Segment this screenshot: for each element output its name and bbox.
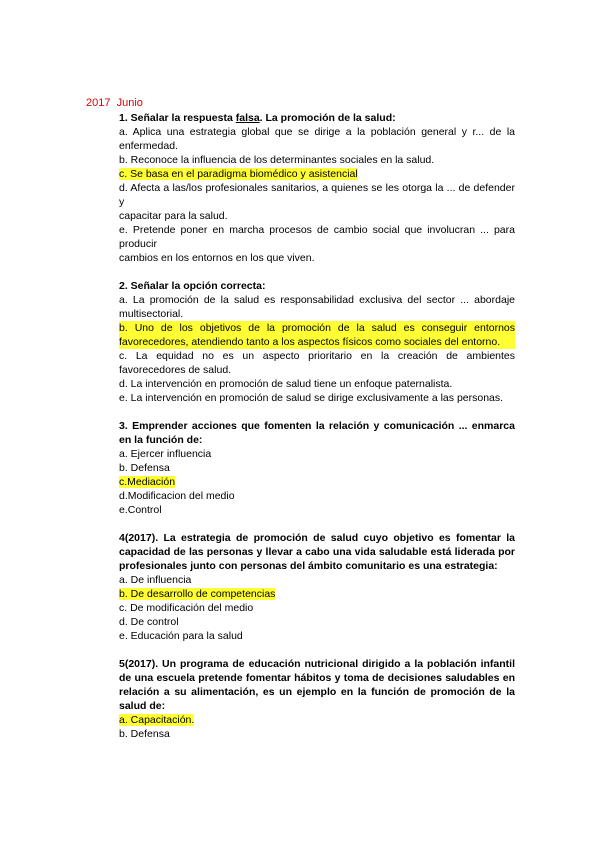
question-2-title: 2. Señalar la opción correcta: xyxy=(119,280,266,292)
exam-month: Junio xyxy=(116,97,143,109)
question-5-option-b: b. Defensa xyxy=(119,728,170,740)
question-3 xyxy=(119,419,515,517)
question-3-title: 3. Emprender acciones que fomenten la relación y comunicación ... enmarca en la función de: xyxy=(119,420,515,446)
emphasis-falsa: falsa xyxy=(235,112,260,124)
question-3-option-d: d.Modificacion del medio xyxy=(119,490,235,502)
question-4-option-d: d. De control xyxy=(119,616,179,628)
question-2-option-b-highlighted: b. Uno de los objetivos de la promoción de la salud es conseguir entornos favorecedores, atendiendo tanto a los aspectos físicos como sociales del entorno. xyxy=(119,322,515,348)
question-1-title: 1. Señalar la respuesta falsa. La promoción de la salud: xyxy=(119,112,396,124)
question-4-option-c: c. De modificación del medio xyxy=(119,602,254,614)
question-1-option-b: b. Reconoce la influencia de los determinantes sociales en la salud. xyxy=(119,154,435,166)
highlighted-answer: c.Mediación xyxy=(119,476,176,488)
question-2-option-d: d. La intervención en promoción de salud tiene un enfoque paternalista. xyxy=(119,378,453,390)
question-1-option-e: e. Pretende poner en marcha procesos de cambio social que involucran ... para producir xyxy=(119,224,515,250)
exam-date xyxy=(86,97,143,109)
highlighted-answer: c. Se basa en el paradigma biomédico y asistencial xyxy=(119,168,358,180)
question-1-option-e-cont: cambios en los entornos en los que viven. xyxy=(119,252,315,264)
question-3-option-c xyxy=(119,475,515,489)
question-2-option-a: a. La promoción de la salud es responsabilidad exclusiva del sector ... abordaje multisectorial. xyxy=(119,294,515,320)
question-4 xyxy=(119,531,515,643)
question-4-option-a: a. De influencia xyxy=(119,574,192,586)
question-4-option-b xyxy=(119,587,515,601)
highlighted-answer: b. De desarrollo de competencias xyxy=(119,588,276,600)
highlighted-answer: a. Capacitación. xyxy=(119,714,195,726)
question-5 xyxy=(119,657,515,741)
question-3-option-b: b. Defensa xyxy=(119,462,170,474)
question-2-option-e: e. La intervención en promoción de salud se dirige exclusivamente a las personas. xyxy=(119,392,504,404)
question-4-title: 4(2017). La estrategia de promoción de salud cuyo objetivo es fomentar la capacidad de las personas y llevar a cabo una vida saludable está liderada por profesionales junto con personas del ámbito comunitario es una estrategia: xyxy=(119,532,515,572)
question-1-option-c xyxy=(119,167,515,181)
question-1-option-d-cont: capacitar para la salud. xyxy=(119,210,228,222)
questions-list xyxy=(119,111,515,755)
exam-year: 2017 xyxy=(86,97,111,109)
question-1-option-a: a. Aplica una estrategia global que se dirige a la población general y r... de la enfermedad. xyxy=(119,126,515,152)
question-1-option-d: d. Afecta a las/los profesionales sanitarios, a quienes se les otorga la ... de defender y xyxy=(119,182,515,208)
question-4-option-e: e. Educación para la salud xyxy=(119,630,243,642)
question-2-option-c: c. La equidad no es un aspecto prioritario en la creación de ambientes favorecedores de salud. xyxy=(119,350,515,376)
question-2 xyxy=(119,279,515,405)
question-5-title: 5(2017). Un programa de educación nutricional dirigido a la población infantil de una escuela pretende fomentar hábitos y toma de decisiones saludables en relación a su alimentación, es un ejemplo en la función de promoción de la salud de: xyxy=(119,658,515,712)
question-3-option-e: e.Control xyxy=(119,504,162,516)
question-1 xyxy=(119,111,515,265)
question-3-option-a: a. Ejercer influencia xyxy=(119,448,212,460)
question-5-option-a xyxy=(119,713,515,727)
